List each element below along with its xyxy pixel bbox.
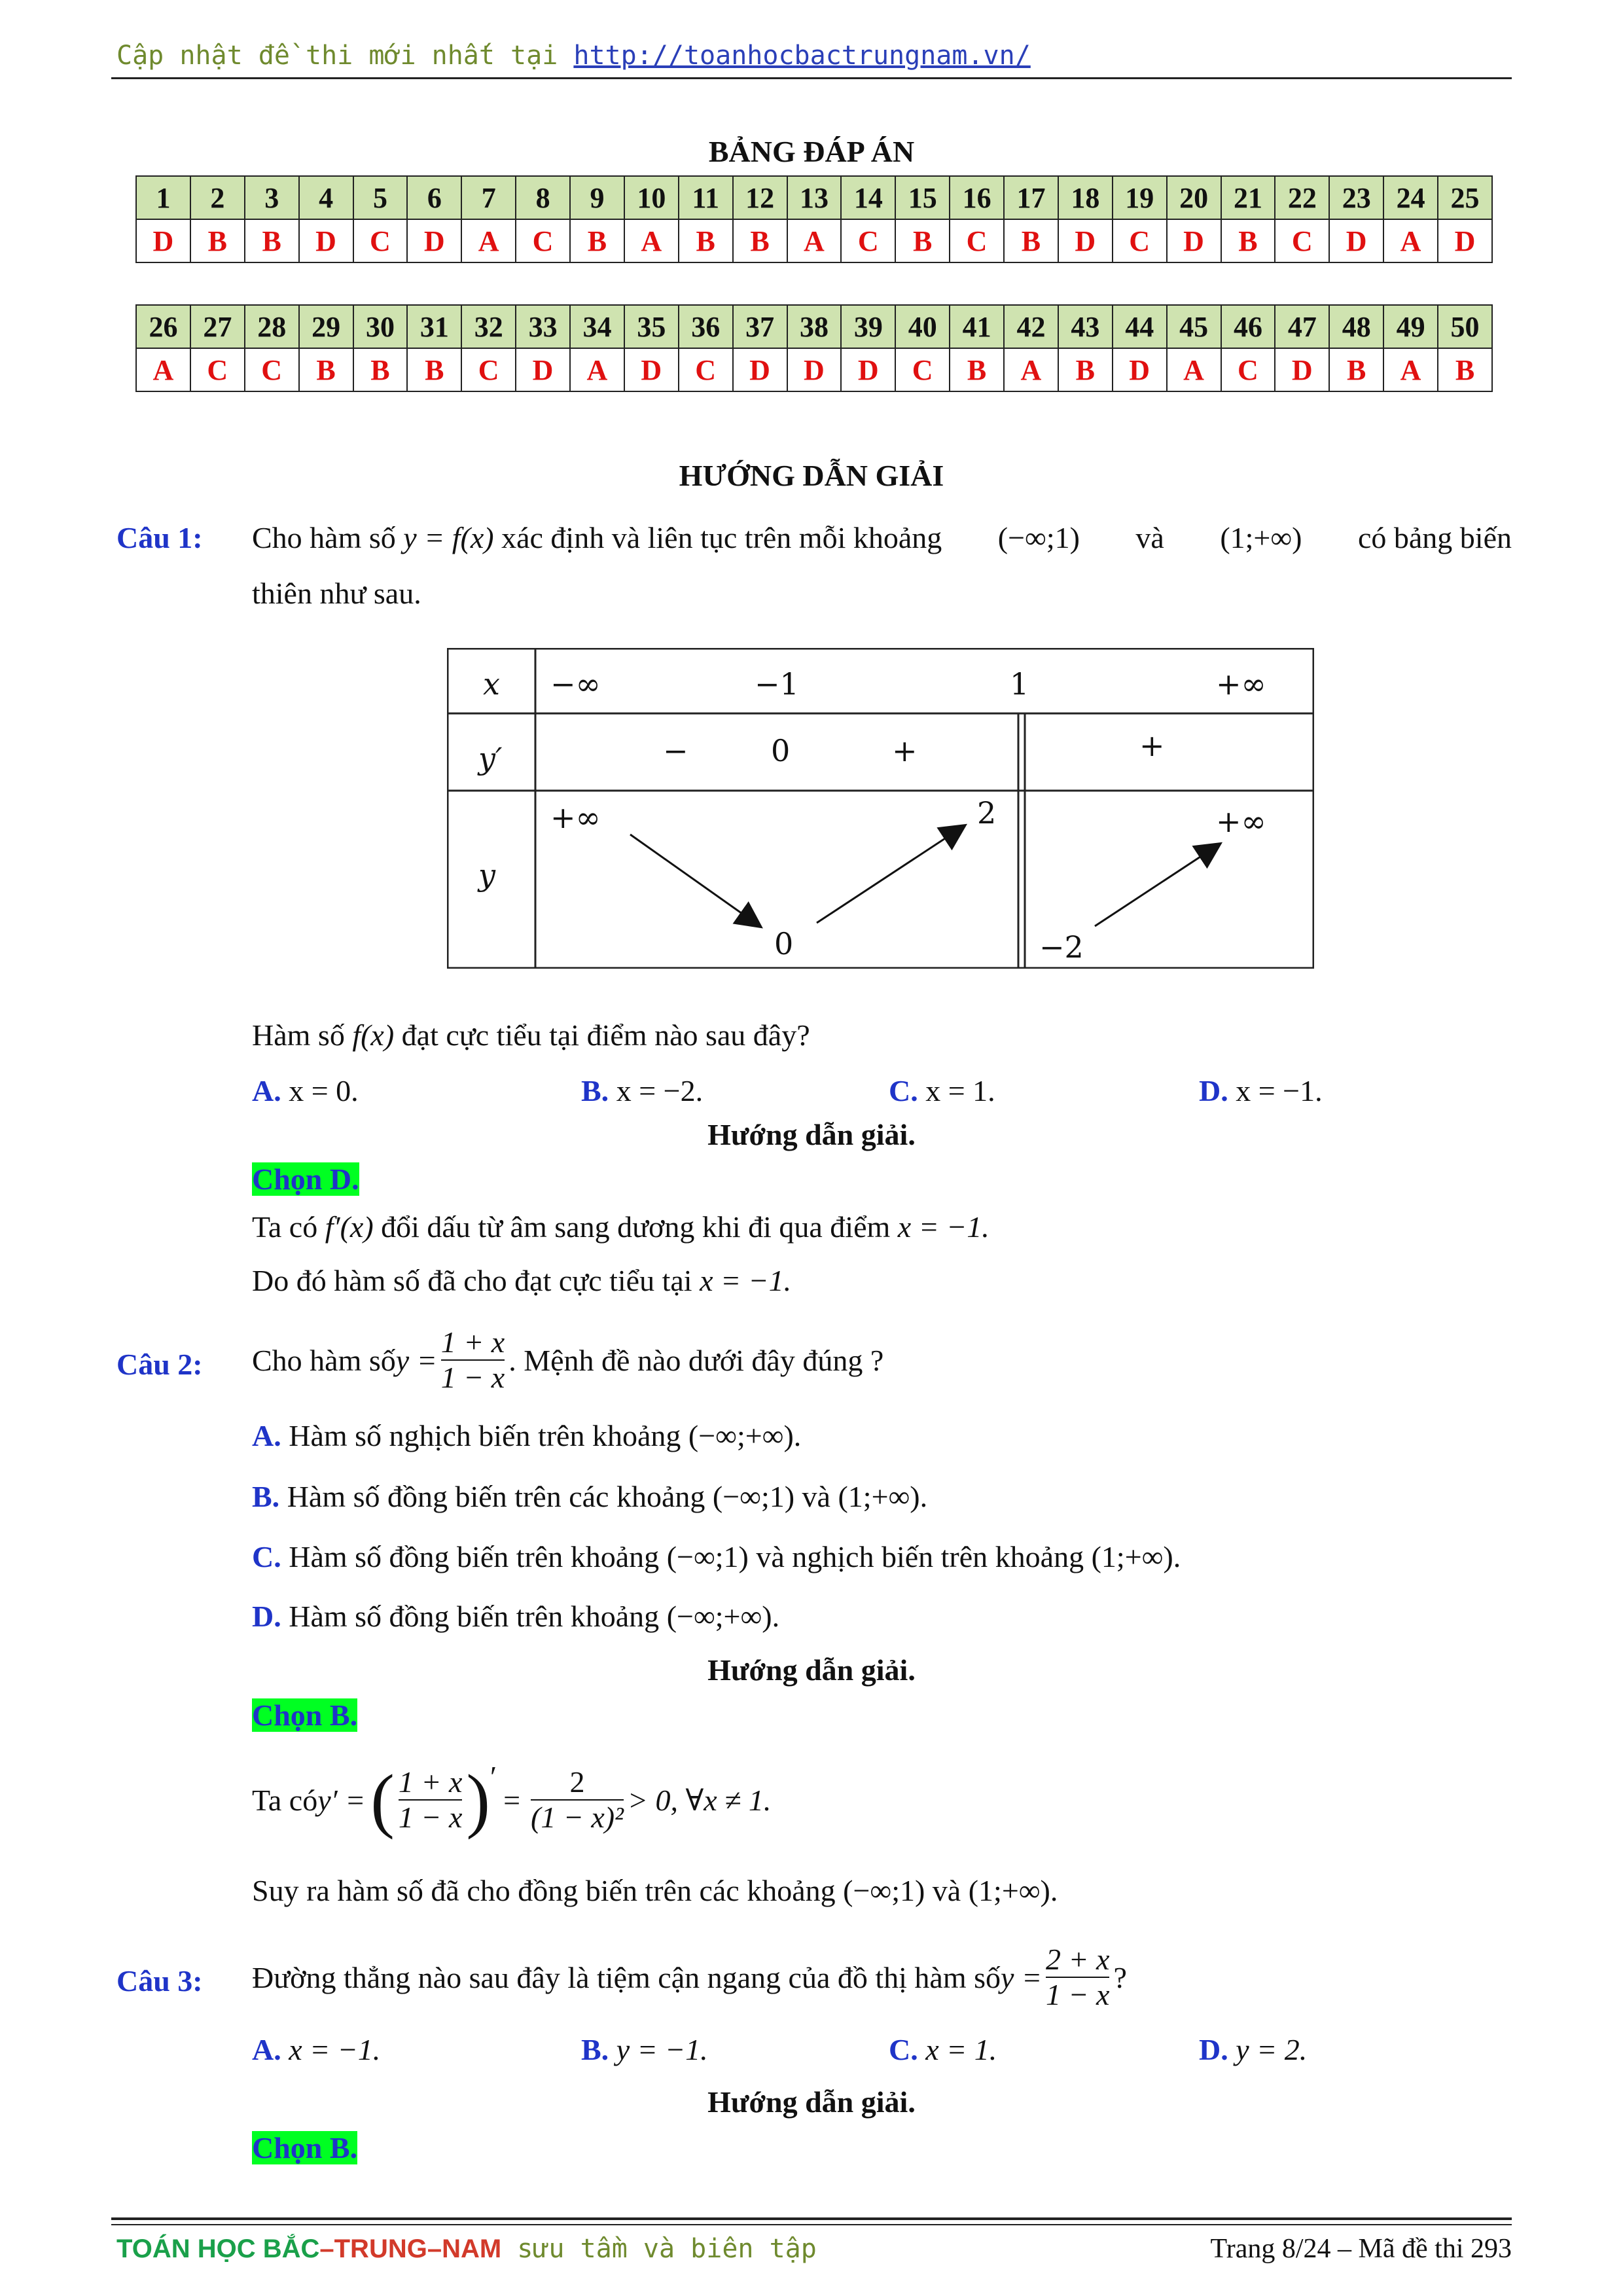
answer-number-cell: 37 (733, 305, 787, 348)
answer-number-cell: 34 (570, 305, 624, 348)
vt-y-val: −2 (1039, 929, 1084, 965)
q3-guide-heading: Hướng dẫn giải. (707, 2085, 916, 2119)
vt-x-label: x (483, 666, 500, 702)
answer-letter-cell: D (1113, 348, 1167, 391)
answer-letter-cell: B (1004, 219, 1058, 262)
answer-number-cell: 46 (1221, 305, 1275, 348)
header-rule (111, 77, 1512, 79)
footer-rule-thin (111, 2224, 1512, 2225)
q3-choice: Chọn B. (252, 2131, 358, 2164)
q1-solution-1: Ta có f′(x) đổi dấu từ âm sang dương khi đi qua điểm x = −1. (252, 1210, 990, 1244)
answer-number-cell: 50 (1438, 305, 1492, 348)
vt-y-val: 2 (977, 795, 997, 831)
q3-label: Câu 3: (116, 1964, 203, 1998)
answer-letter-cell: D (1167, 219, 1221, 262)
answer-number-cell: 39 (841, 305, 895, 348)
answer-row-letters (136, 219, 1492, 262)
answer-number-cell: 6 (407, 176, 461, 219)
answer-letter-cell: B (299, 348, 353, 391)
answer-number-cell: 33 (516, 305, 570, 348)
answer-number-cell: 17 (1004, 176, 1058, 219)
vt-x-val: +∞ (1216, 666, 1266, 702)
vt-yp-val: + (1139, 728, 1165, 763)
answer-number-cell: 45 (1167, 305, 1221, 348)
q3-fraction: $\frac{2 + x}{1 - x}$ (1046, 1943, 1110, 2011)
answer-letter-cell: C (516, 219, 570, 262)
q1-option-c[interactable]: C. x = 1. (889, 1074, 995, 1107)
q3-option-c[interactable]: C. x = 1. (889, 2033, 997, 2066)
answer-letter-cell: A (787, 219, 842, 262)
answer-letter-cell: C (1113, 219, 1167, 262)
answer-letter-cell: A (136, 348, 190, 391)
footer-rule (111, 2217, 1512, 2220)
q1-stem-line2: thiên như sau. (252, 577, 421, 610)
q1-question: Hàm số f(x) đạt cực tiểu tại điểm nào sau đây? (252, 1018, 810, 1052)
answer-number-cell: 27 (190, 305, 245, 348)
answer-letter-cell: B (950, 348, 1004, 391)
answer-key-title: BẢNG ĐÁP ÁN (708, 135, 915, 168)
vt-y-val: +∞ (550, 800, 601, 835)
answer-number-cell: 26 (136, 305, 190, 348)
vt-yp-val: 0 (771, 733, 791, 768)
answer-letter-cell: C (841, 219, 895, 262)
answer-letter-cell: C (190, 348, 245, 391)
q1-option-b[interactable]: B. x = −2. (581, 1074, 704, 1107)
answer-letter-cell: B (570, 219, 624, 262)
answer-number-cell: 32 (461, 305, 516, 348)
q2-solution-derivative: Ta có y′ = ( $\frac{1 + x}{1 - x}$ ) ′ = $\frac{2}{\text{(1 − x)²}}$ > 0, ∀x ≠ 1. (252, 1760, 772, 1840)
q2-choice: Chọn B. (252, 1698, 358, 1732)
answer-letter-cell: A (461, 219, 516, 262)
answer-number-cell: 31 (407, 305, 461, 348)
vt-x-val: 1 (1010, 666, 1029, 702)
answer-number-cell: 13 (787, 176, 842, 219)
answer-number-cell: 35 (624, 305, 679, 348)
answer-number-cell: 7 (461, 176, 516, 219)
answer-letter-cell: D (136, 219, 190, 262)
answer-number-cell: 41 (950, 305, 1004, 348)
answer-letter-cell: C (950, 219, 1004, 262)
q3-option-d[interactable]: D. y = 2. (1199, 2033, 1308, 2066)
answer-table-2 (135, 304, 1493, 392)
vt-y-label: y (478, 857, 495, 893)
answer-number-cell: 29 (299, 305, 353, 348)
answer-number-cell: 43 (1058, 305, 1113, 348)
answer-letter-cell: B (1221, 219, 1275, 262)
answer-number-cell: 25 (1438, 176, 1492, 219)
answer-letter-cell: B (733, 219, 787, 262)
answer-number-cell: 22 (1275, 176, 1329, 219)
q2-guide-heading: Hướng dẫn giải. (707, 1653, 916, 1687)
answer-letter-cell: B (1438, 348, 1492, 391)
answer-number-cell: 14 (841, 176, 895, 219)
header-prefix: Cập nhật đề thi mới nhất tại (116, 41, 574, 71)
answer-letter-cell: B (245, 219, 299, 262)
q1-option-d[interactable]: D. x = −1. (1199, 1074, 1323, 1107)
answer-letter-cell: C (461, 348, 516, 391)
answer-letter-cell: D (624, 348, 679, 391)
answer-number-cell: 40 (895, 305, 950, 348)
answer-letter-cell: C (245, 348, 299, 391)
q1-solution-2: Do đó hàm số đã cho đạt cực tiểu tại x = −1. (252, 1264, 792, 1297)
answer-number-cell: 19 (1113, 176, 1167, 219)
answer-number-cell: 48 (1329, 305, 1383, 348)
answer-letter-cell: A (1167, 348, 1221, 391)
answer-table-1 (135, 175, 1493, 263)
answer-number-cell: 49 (1383, 305, 1438, 348)
answer-letter-cell: D (1329, 219, 1383, 262)
q2-stem: Cho hàm số y = $\frac{1 + x}{1 - x}$ . Mệnh đề nào dưới đây đúng ? (252, 1325, 884, 1394)
answer-letter-cell: D (841, 348, 895, 391)
answer-letter-cell: D (733, 348, 787, 391)
answer-letter-cell: A (1383, 219, 1438, 262)
page-header (116, 41, 1031, 71)
answer-number-cell: 9 (570, 176, 624, 219)
vt-yp-label: y′ (478, 741, 503, 776)
answer-letter-cell: C (353, 219, 408, 262)
answer-letter-cell: B (353, 348, 408, 391)
q2-option-a[interactable]: A. Hàm số nghịch biến trên khoảng (−∞;+∞). (252, 1419, 802, 1452)
answer-number-cell: 23 (1329, 176, 1383, 219)
vt-x-val: −∞ (550, 666, 601, 702)
answer-number-cell: 18 (1058, 176, 1113, 219)
q3-stem: Đường thẳng nào sau đây là tiệm cận ngang của đồ thị hàm số y = $\frac{2 + x}{1 - x}$ ? (252, 1943, 1127, 2011)
answer-letter-cell: B (190, 219, 245, 262)
answer-row-letters (136, 348, 1492, 391)
q3-option-b[interactable]: B. y = −1. (581, 2033, 708, 2066)
answer-number-cell: 2 (190, 176, 245, 219)
answer-number-cell: 30 (353, 305, 408, 348)
answer-number-cell: 16 (950, 176, 1004, 219)
footer-page-info: Trang 8/24 – Mã đề thi 293 (1210, 2234, 1512, 2264)
answer-letter-cell: D (299, 219, 353, 262)
answer-row-numbers (136, 305, 1492, 348)
variation-table (447, 648, 1314, 969)
answer-letter-cell: B (407, 348, 461, 391)
q1-stem: Cho hàm số y = f(x) xác định và liên tục trên mỗi khoảng (−∞;1) và (1;+∞) có bảng biến (252, 521, 1512, 554)
answer-number-cell: 36 (679, 305, 733, 348)
answer-number-cell: 44 (1113, 305, 1167, 348)
answer-number-cell: 15 (895, 176, 950, 219)
vt-y-val: 0 (774, 926, 794, 961)
q2-label: Câu 2: (116, 1348, 203, 1381)
q2-conclusion: Suy ra hàm số đã cho đồng biến trên các khoảng (−∞;1) và (1;+∞). (252, 1874, 1058, 1907)
q1-label: Câu 1: (116, 521, 203, 554)
vt-y-val: +∞ (1216, 804, 1266, 839)
answer-row-numbers (136, 176, 1492, 219)
answer-letter-cell: C (679, 348, 733, 391)
vt-x-val: −1 (755, 666, 799, 702)
answer-number-cell: 42 (1004, 305, 1058, 348)
answer-number-cell: 47 (1275, 305, 1329, 348)
section-title: HƯỚNG DẪN GIẢI (679, 459, 944, 492)
answer-letter-cell: D (1438, 219, 1492, 262)
header-link[interactable]: http://toanhocbactrungnam.vn/ (573, 41, 1031, 71)
footer-brand: TOÁN HỌC BẮC–TRUNG–NAM sưu tầm và biên tập (116, 2234, 817, 2264)
q2-option-d[interactable]: D. Hàm số đồng biến trên khoảng (−∞;+∞). (252, 1600, 780, 1633)
answer-letter-cell: B (1329, 348, 1383, 391)
q2-option-c[interactable]: C. Hàm số đồng biến trên khoảng (−∞;1) và nghịch biến trên khoảng (1;+∞). (252, 1540, 1181, 1573)
answer-number-cell: 20 (1167, 176, 1221, 219)
answer-letter-cell: B (1058, 348, 1113, 391)
q2-fraction: $\frac{1 + x}{1 - x}$ (440, 1325, 505, 1394)
q1-option-a[interactable]: A. x = 0. (252, 1074, 359, 1107)
answer-letter-cell: A (1004, 348, 1058, 391)
q3-option-a[interactable]: A. x = −1. (252, 2033, 381, 2066)
answer-letter-cell: D (1058, 219, 1113, 262)
answer-letter-cell: C (895, 348, 950, 391)
q2-option-b[interactable]: B. Hàm số đồng biến trên các khoảng (−∞;1) và (1;+∞). (252, 1480, 928, 1513)
answer-letter-cell: C (1275, 219, 1329, 262)
answer-number-cell: 38 (787, 305, 842, 348)
vt-yp-val: − (663, 733, 688, 768)
q1-choice: Chọn D. (252, 1162, 359, 1196)
answer-number-cell: 28 (245, 305, 299, 348)
answer-letter-cell: A (624, 219, 679, 262)
vt-yp-val: + (892, 733, 918, 768)
answer-letter-cell: D (407, 219, 461, 262)
answer-number-cell: 5 (353, 176, 408, 219)
answer-number-cell: 24 (1383, 176, 1438, 219)
q1-guide-heading: Hướng dẫn giải. (707, 1118, 916, 1151)
answer-number-cell: 8 (516, 176, 570, 219)
answer-letter-cell: B (679, 219, 733, 262)
answer-letter-cell: A (570, 348, 624, 391)
answer-number-cell: 3 (245, 176, 299, 219)
answer-number-cell: 21 (1221, 176, 1275, 219)
answer-number-cell: 4 (299, 176, 353, 219)
answer-letter-cell: D (787, 348, 842, 391)
answer-letter-cell: B (895, 219, 950, 262)
answer-number-cell: 11 (679, 176, 733, 219)
answer-number-cell: 12 (733, 176, 787, 219)
answer-number-cell: 10 (624, 176, 679, 219)
answer-letter-cell: D (1275, 348, 1329, 391)
answer-letter-cell: A (1383, 348, 1438, 391)
answer-letter-cell: D (516, 348, 570, 391)
answer-number-cell: 1 (136, 176, 190, 219)
answer-letter-cell: C (1221, 348, 1275, 391)
